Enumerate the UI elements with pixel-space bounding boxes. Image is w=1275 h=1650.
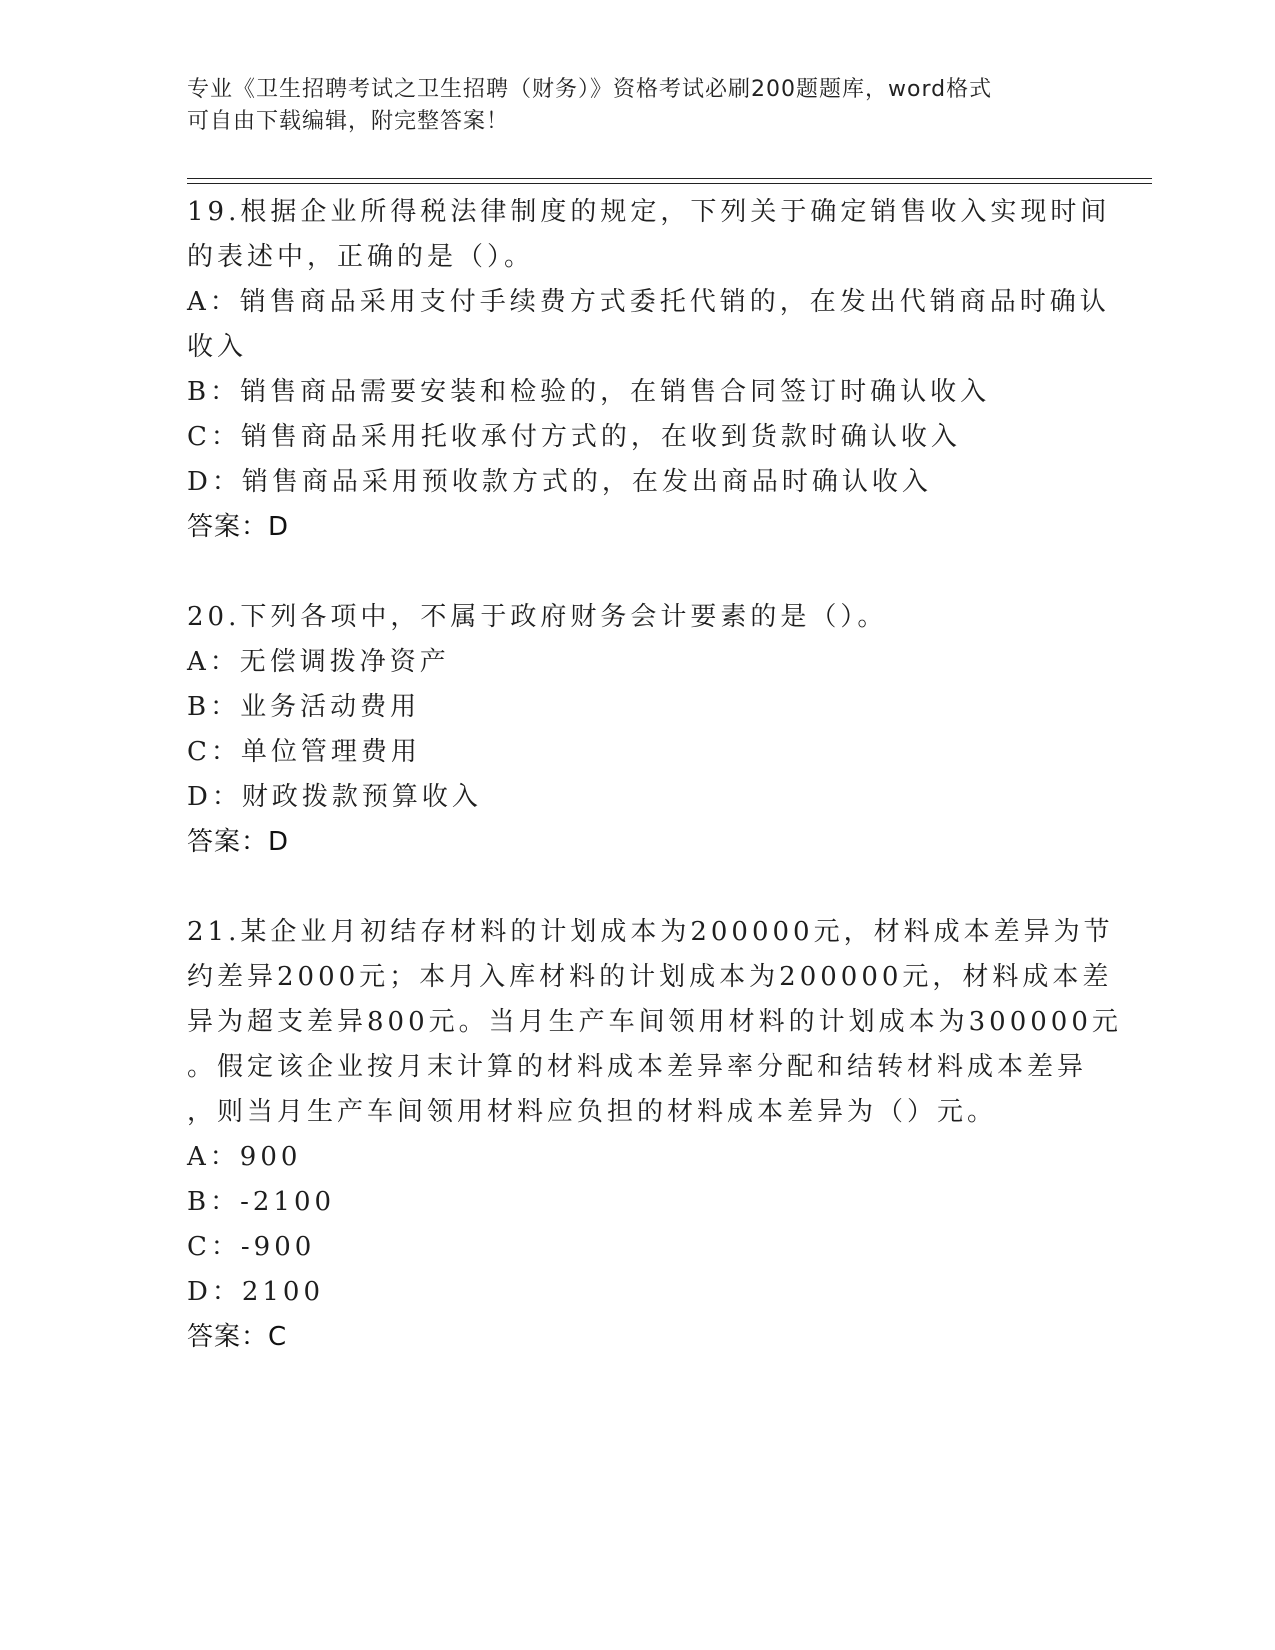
spacer [187,865,1087,910]
option-d: D：销售商品采用预收款方式的，在发出商品时确认收入 [187,467,932,497]
option-b: B：销售商品需要安装和检验的，在销售合同签订时确认收入 [187,377,991,407]
question-20 [187,595,1087,865]
header-rule-bottom [187,183,1152,184]
question-21 [187,910,1122,1360]
document-header [187,74,1067,138]
option-b: B：-2100 [187,1187,336,1217]
option-a: A：无偿调拨净资产 [187,647,450,677]
option-c: C：-900 [187,1232,316,1262]
answer-label: 答案：D [187,512,290,542]
option-d: D：2100 [187,1277,325,1307]
question-19 [187,190,1111,550]
option-d: D：财政拨款预算收入 [187,782,482,812]
question-text-line: 20.下列各项中，不属于政府财务会计要素的是（）。 [187,602,888,632]
question-text-line: 异为超支差异800元。当月生产车间领用材料的计划成本为300000元 [187,1007,1122,1037]
option-c: C：单位管理费用 [187,737,421,767]
question-text-line: 的表述中，正确的是（）。 [187,242,535,272]
header-line-1: 专业《卫生招聘考试之卫生招聘（财务）》资格考试必刷200题题库，word格式 [187,77,993,102]
option-a-continued: 收入 [187,332,248,362]
question-text-line: 。假定该企业按月末计算的材料成本差异率分配和结转材料成本差异 [187,1052,1088,1082]
question-text-line: 19.根据企业所得税法律制度的规定，下列关于确定销售收入实现时间 [187,197,1111,227]
header-rule-top [187,178,1152,179]
option-b: B：业务活动费用 [187,692,421,722]
question-text-line: 约差异2000元；本月入库材料的计划成本为200000元，材料成本差 [187,962,1113,992]
header-line-2: 可自由下载编辑，附完整答案！ [187,109,510,134]
option-a: A：900 [187,1142,302,1172]
option-c: C：销售商品采用托收承付方式的，在收到货款时确认收入 [187,422,961,452]
spacer [187,550,1087,595]
answer-label: 答案：C [187,1322,288,1352]
question-text-line: 21.某企业月初结存材料的计划成本为200000元，材料成本差异为节 [187,917,1114,947]
question-text-line: ，则当月生产车间领用材料应负担的材料成本差异为（）元。 [187,1097,998,1127]
question-list [187,190,1122,1360]
option-a: A：销售商品采用支付手续费方式委托代销的，在发出代销商品时确认 [187,287,1110,317]
answer-label: 答案：D [187,827,290,857]
